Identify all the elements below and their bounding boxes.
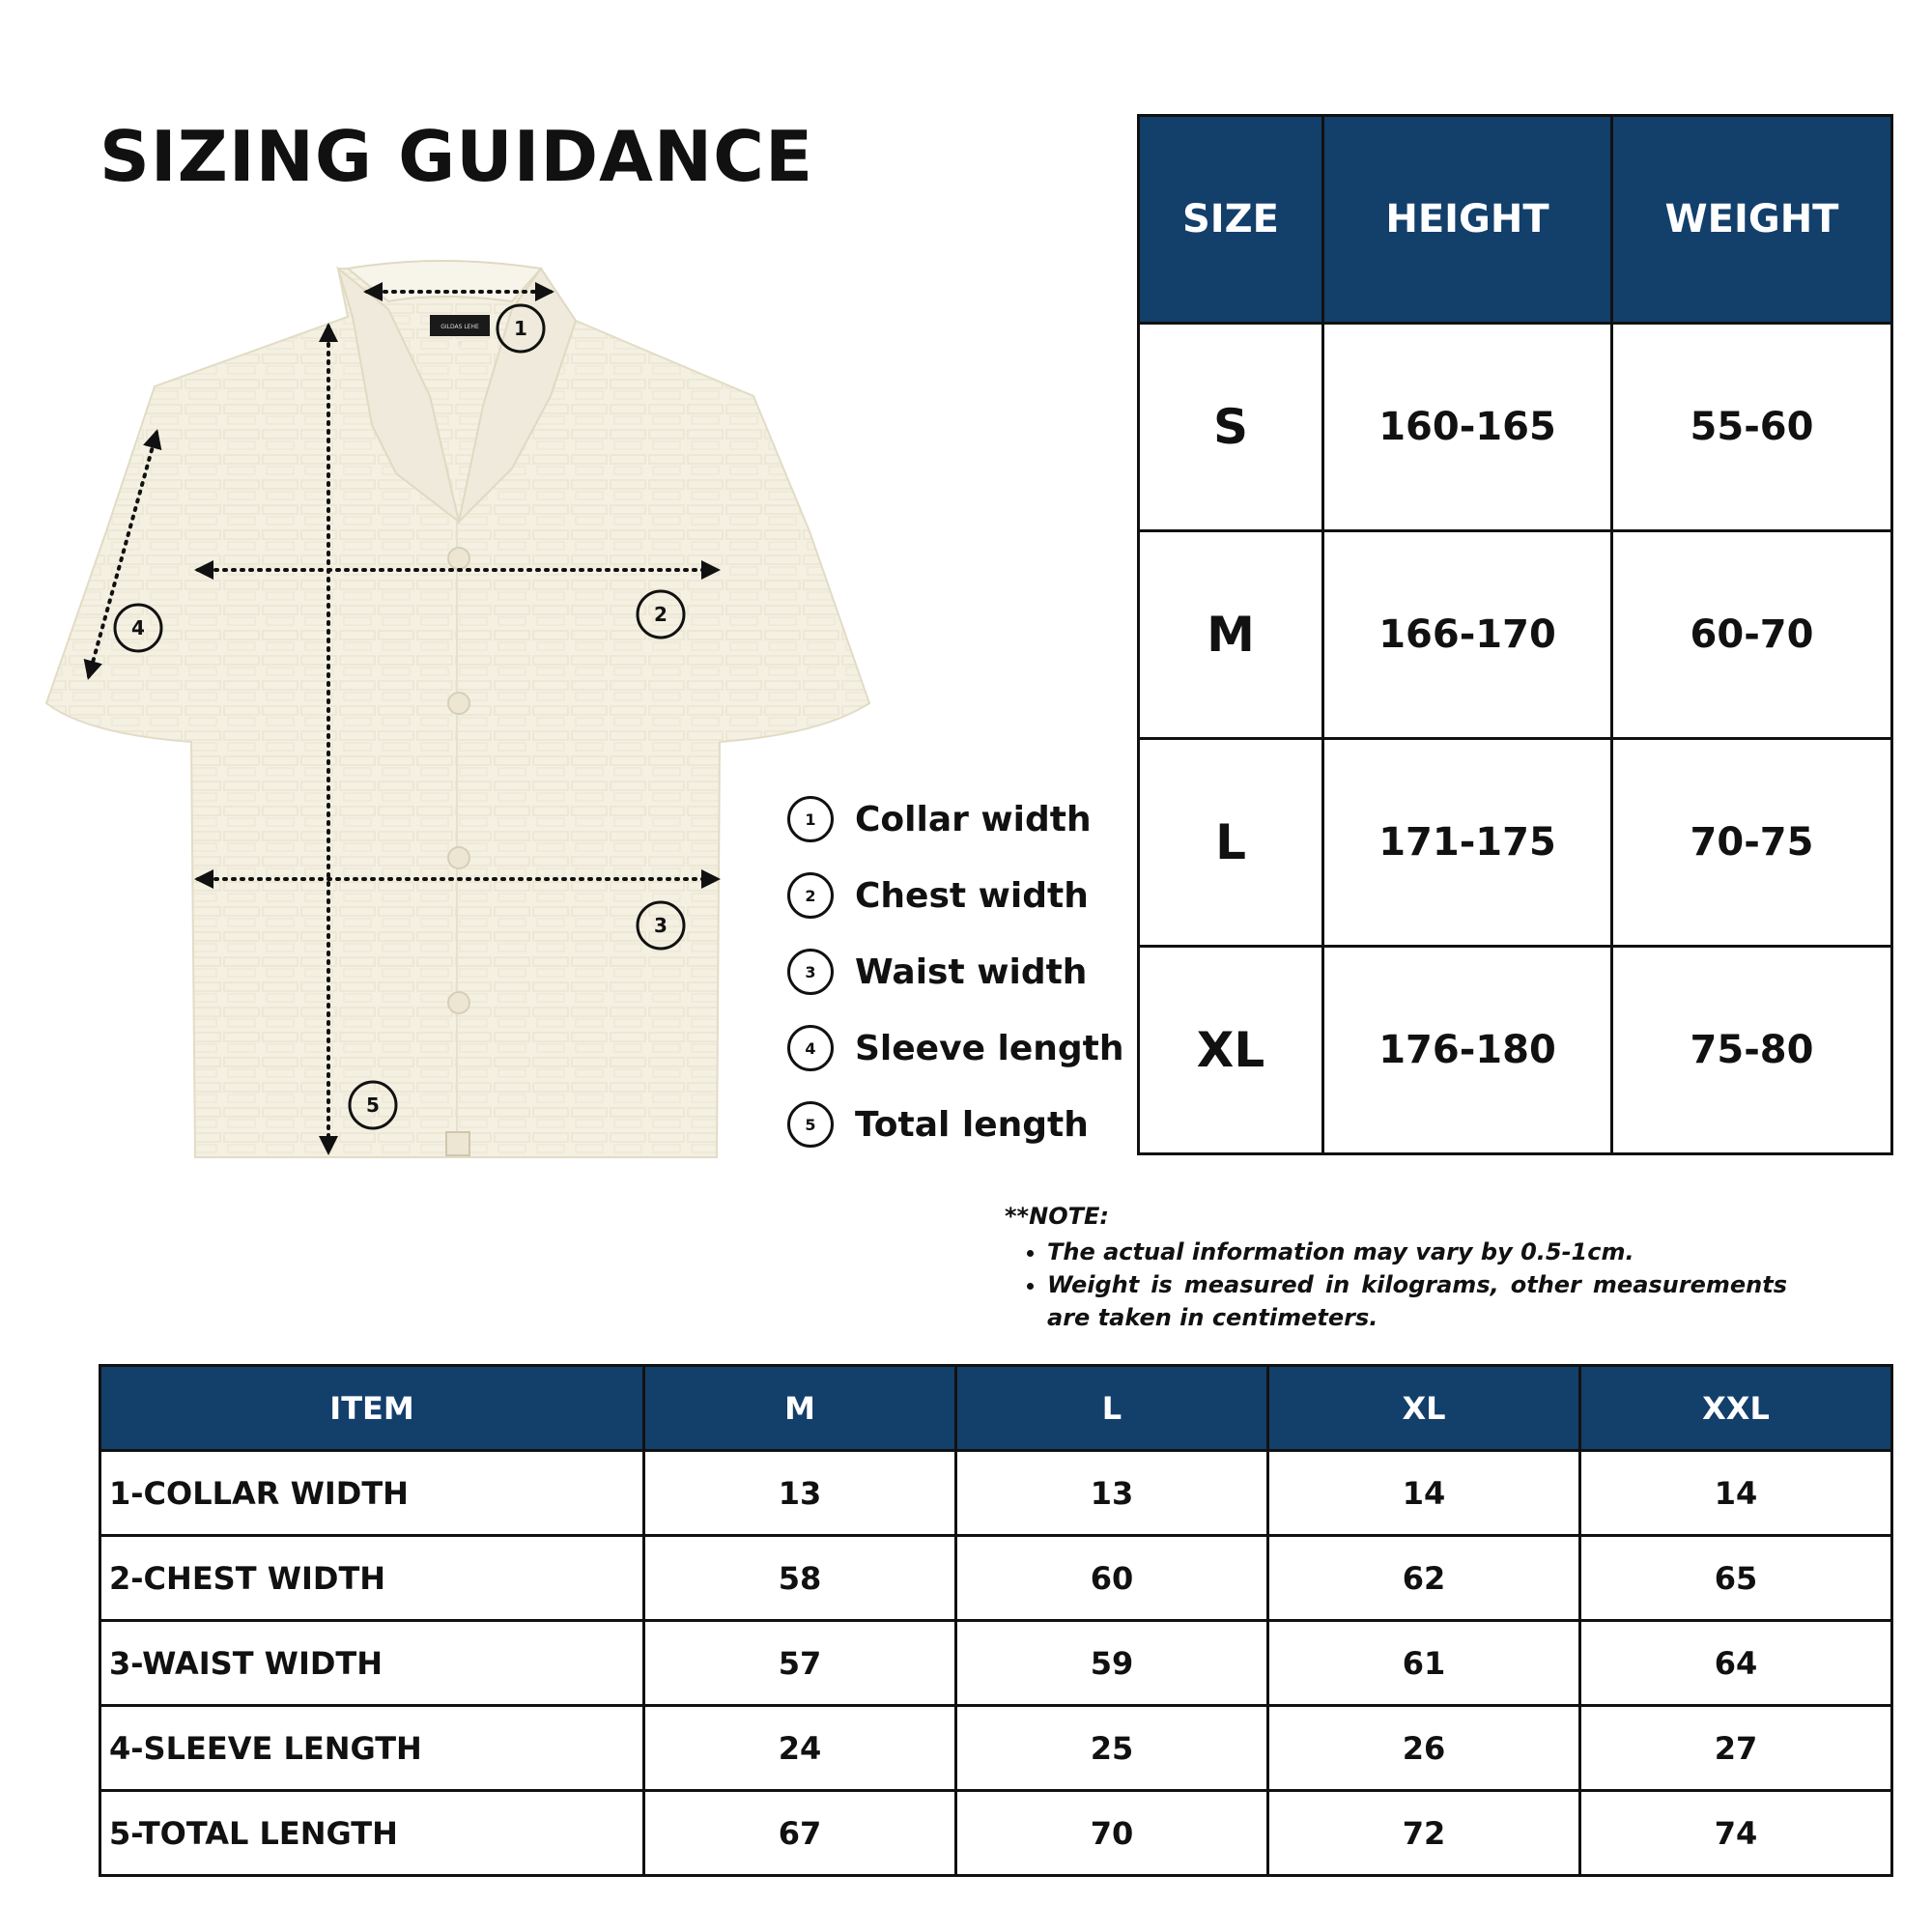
legend-item	[787, 868, 1089, 923]
note-section	[1005, 1203, 1787, 1334]
table-row	[1139, 531, 1892, 739]
shirt-button	[448, 847, 469, 868]
legend-label: Waist width	[855, 952, 1088, 992]
item-cell: 2-CHEST WIDTH	[100, 1536, 644, 1621]
height-cell: 166-170	[1323, 531, 1612, 739]
column-header: L	[956, 1366, 1268, 1451]
value-cell: 14	[1268, 1451, 1580, 1536]
value-cell: 14	[1580, 1451, 1892, 1536]
svg-text:1: 1	[514, 317, 527, 340]
size-cell: L	[1139, 739, 1323, 947]
page-title: SIZING GUIDANCE	[99, 116, 814, 197]
value-cell: 67	[644, 1791, 956, 1876]
note-title: **NOTE:	[1005, 1203, 1109, 1230]
measurement-table	[99, 1364, 1893, 1877]
column-header: SIZE	[1139, 116, 1323, 324]
height-cell: 160-165	[1323, 324, 1612, 531]
value-cell: 65	[1580, 1536, 1892, 1621]
size-cell: XL	[1139, 947, 1323, 1154]
legend-number: 1	[787, 796, 834, 842]
svg-text:4: 4	[131, 616, 145, 639]
table-row	[1139, 947, 1892, 1154]
value-cell: 72	[1268, 1791, 1580, 1876]
value-cell: 13	[956, 1451, 1268, 1536]
shirt-illustration	[29, 251, 879, 1179]
weight-cell: 70-75	[1612, 739, 1892, 947]
legend-number: 4	[787, 1025, 834, 1071]
value-cell: 57	[644, 1621, 956, 1706]
item-cell: 3-WAIST WIDTH	[100, 1621, 644, 1706]
value-cell: 24	[644, 1706, 956, 1791]
item-cell: 1-COLLAR WIDTH	[100, 1451, 644, 1536]
note-list	[1005, 1236, 1787, 1334]
column-header: XL	[1268, 1366, 1580, 1451]
table-header-row	[100, 1366, 1892, 1451]
column-header: ITEM	[100, 1366, 644, 1451]
value-cell: 25	[956, 1706, 1268, 1791]
item-cell: 4-SLEEVE LENGTH	[100, 1706, 644, 1791]
table-row	[1139, 739, 1892, 947]
size-cell: S	[1139, 324, 1323, 531]
shirt-button	[448, 992, 469, 1013]
table-row	[100, 1621, 1892, 1706]
weight-cell: 60-70	[1612, 531, 1892, 739]
value-cell: 62	[1268, 1536, 1580, 1621]
brand-label-text: GILDAS LEHE	[440, 324, 479, 330]
size-height-weight-table	[1137, 114, 1893, 1155]
svg-text:2: 2	[654, 603, 668, 626]
legend-number: 3	[787, 949, 834, 995]
value-cell: 13	[644, 1451, 956, 1536]
table-row	[1139, 324, 1892, 531]
legend-label: Collar width	[855, 799, 1092, 839]
svg-text:5: 5	[366, 1094, 380, 1117]
weight-cell: 55-60	[1612, 324, 1892, 531]
height-cell: 176-180	[1323, 947, 1612, 1154]
table-row	[100, 1451, 1892, 1536]
value-cell: 58	[644, 1536, 956, 1621]
table-row	[100, 1706, 1892, 1791]
legend-item	[787, 945, 1087, 999]
value-cell: 26	[1268, 1706, 1580, 1791]
size-cell: M	[1139, 531, 1323, 739]
value-cell: 59	[956, 1621, 1268, 1706]
column-header: WEIGHT	[1612, 116, 1892, 324]
weight-cell: 75-80	[1612, 947, 1892, 1154]
note-item: • The actual information may vary by 0.5-1cm.	[1047, 1236, 1787, 1268]
legend-label: Chest width	[855, 875, 1089, 916]
shirt-button	[448, 693, 469, 714]
column-header: XXL	[1580, 1366, 1892, 1451]
note-item: • Weight is measured in kilograms, other measurements are taken in centimeters.	[1047, 1268, 1787, 1334]
column-header: M	[644, 1366, 956, 1451]
table-row	[100, 1791, 1892, 1876]
legend-number: 2	[787, 872, 834, 919]
legend-label: Sleeve length	[855, 1028, 1124, 1068]
legend-number: 5	[787, 1101, 834, 1148]
legend-item	[787, 1021, 1124, 1075]
hem-tag	[446, 1132, 469, 1155]
legend-item	[787, 1097, 1089, 1151]
table-row	[100, 1536, 1892, 1621]
value-cell: 64	[1580, 1621, 1892, 1706]
shirt-button	[448, 548, 469, 569]
value-cell: 61	[1268, 1621, 1580, 1706]
value-cell: 60	[956, 1536, 1268, 1621]
svg-text:3: 3	[654, 914, 668, 937]
legend-label: Total length	[855, 1104, 1089, 1145]
table-header-row	[1139, 116, 1892, 324]
value-cell: 74	[1580, 1791, 1892, 1876]
value-cell: 70	[956, 1791, 1268, 1876]
brand-size-text: M	[457, 341, 463, 348]
height-cell: 171-175	[1323, 739, 1612, 947]
item-cell: 5-TOTAL LENGTH	[100, 1791, 644, 1876]
legend-item	[787, 792, 1092, 846]
column-header: HEIGHT	[1323, 116, 1612, 324]
value-cell: 27	[1580, 1706, 1892, 1791]
